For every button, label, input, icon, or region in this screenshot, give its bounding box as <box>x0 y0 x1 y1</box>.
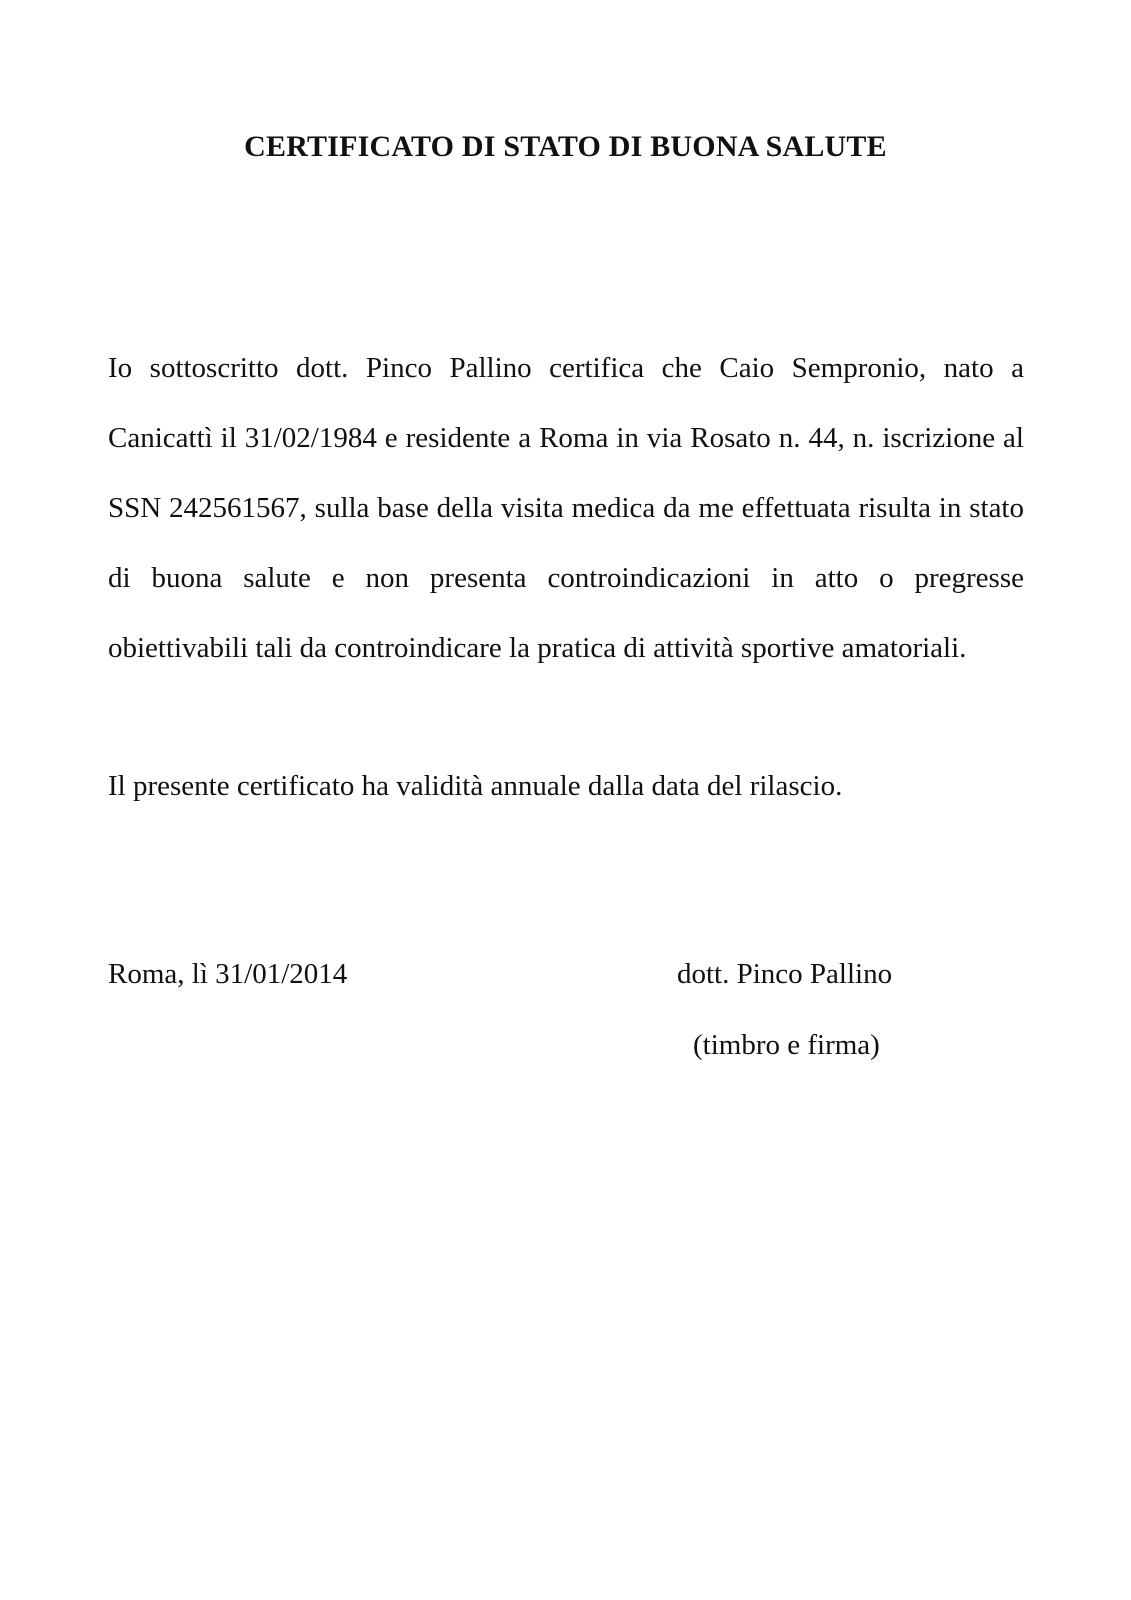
doctor-name: dott. Pinco Pallino <box>677 958 893 990</box>
certificate-body: Io sottoscritto dott. Pinco Pallino certifica che Caio Sempronio, nato a Canicattì il 31/02/1984 e residente a Roma in via Rosato n. 44, n. iscrizione al SSN 242561567, sulla base della visita medica da me effettuata risulta in stato di buona salute e non presenta controindicazioni in atto o pregresse obiettivabili tali da controindicare la pratica di attività sportive amatoriali. <box>108 352 1024 664</box>
stamp-signature-label: (timbro e firma) <box>693 1029 880 1061</box>
validity-statement: Il presente certificato ha validità annuale dalla data del rilascio. <box>108 770 843 802</box>
place-and-date: Roma, lì 31/01/2014 <box>108 958 348 990</box>
document-title: CERTIFICATO DI STATO DI BUONA SALUTE <box>244 130 887 163</box>
